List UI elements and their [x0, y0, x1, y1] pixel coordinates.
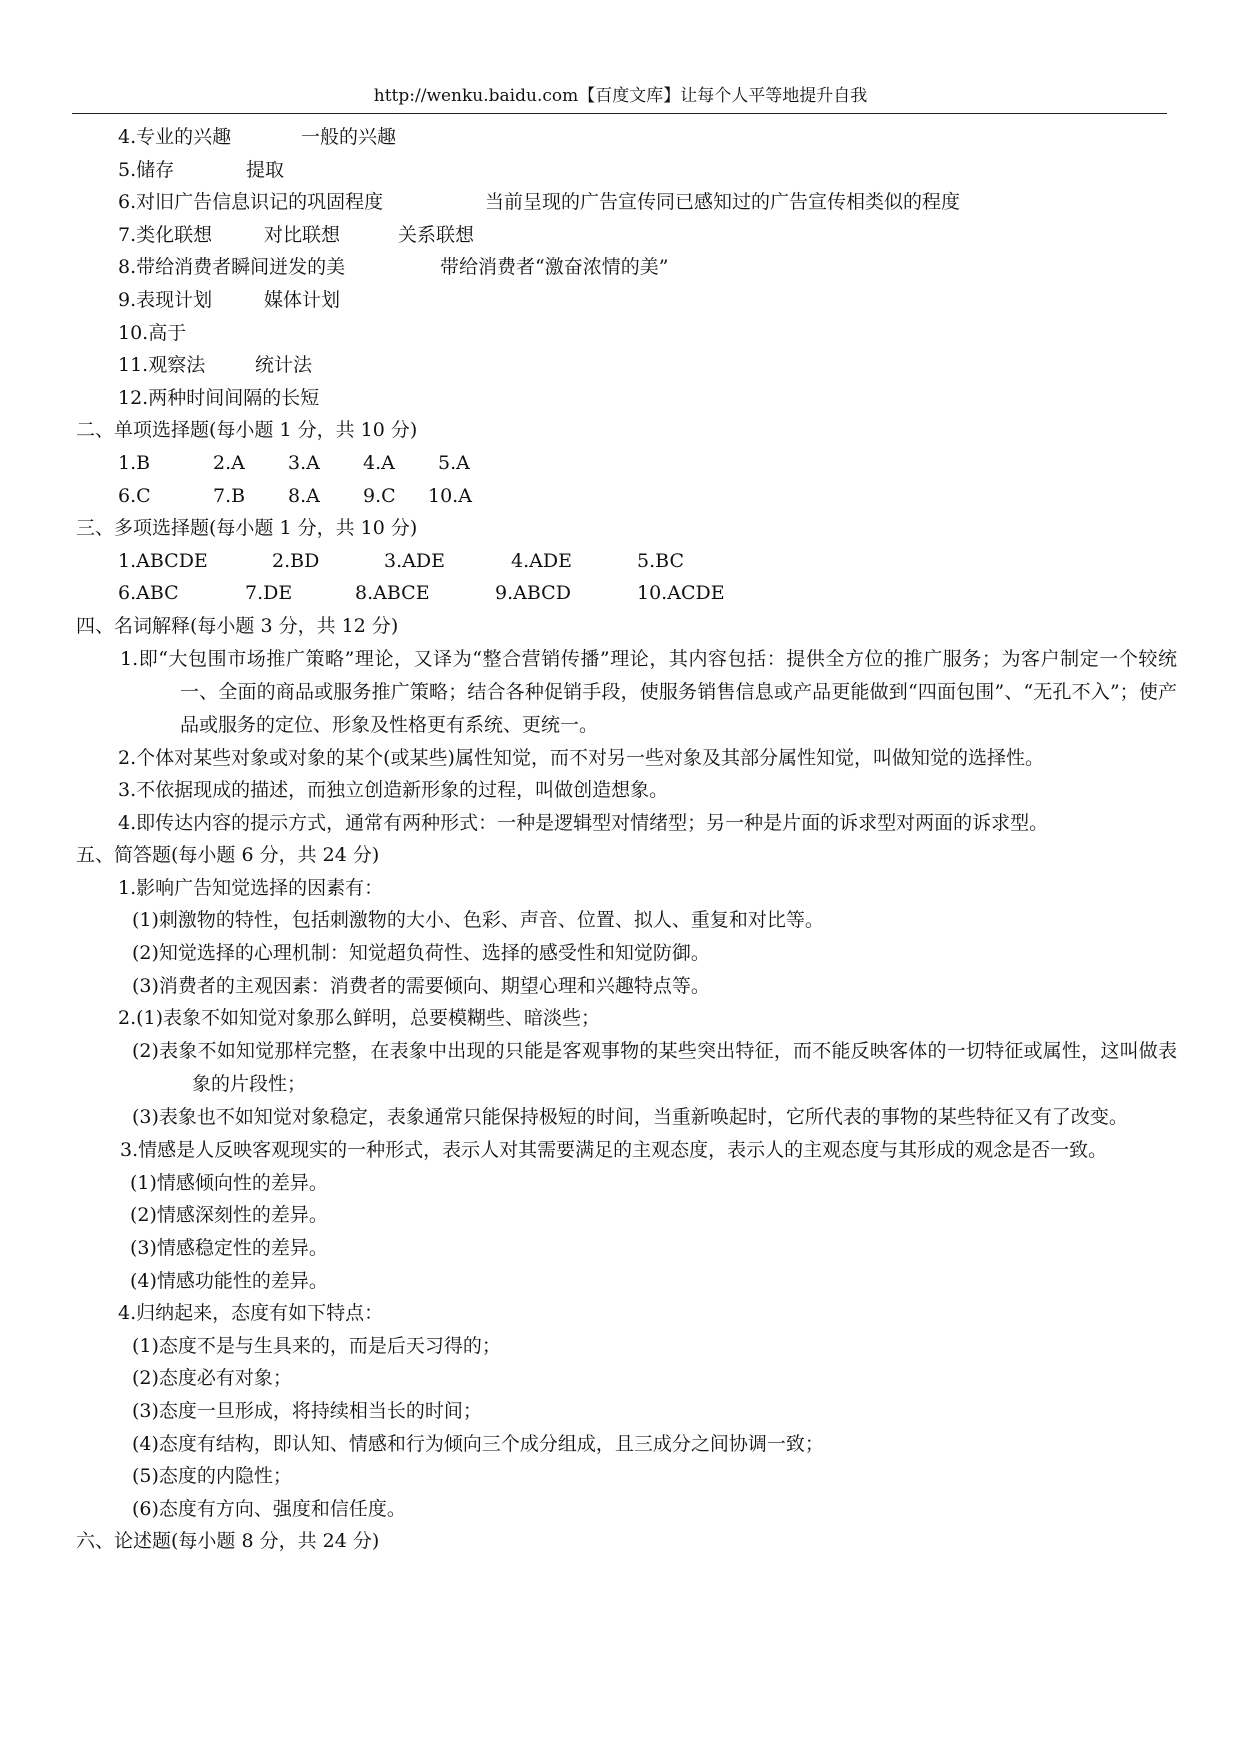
header-rule: [72, 113, 1167, 114]
short-answer-3-lead: 3.情感是人反映客观现实的一种形式，表示人对其需要满足的主观态度，表示人的主观态度与其形成的观念是否一致。: [120, 1138, 1108, 1161]
fill-answer-5: 5.储存 提取: [118, 158, 285, 181]
short-answer-1-point: (1)刺激物的特性，包括刺激物的大小、色彩、声音、位置、拟人、重复和对比等。: [132, 909, 824, 932]
fill-answer-4: 4.专业的兴趣 一般的兴趣: [118, 126, 397, 148]
fill-answer-9: 9.表现计划 媒体计划: [118, 288, 341, 311]
page-header: http://wenku.baidu.com【百度文库】让每个人平等地提升自我: [373, 86, 868, 106]
term-answer-3: 3.不依据现成的描述，而独立创造新形象的过程，叫做创造想象。: [118, 779, 669, 802]
short-answer-2-lead: 2.(1)表象不如知觉对象那么鲜明，总要模糊些、暗淡些；: [118, 1007, 601, 1030]
section-heading-terms: 四、名词解释(每小题 3 分，共 12 分): [76, 614, 399, 637]
multiple-choice-row-2: 6.ABC 7.DE 8.ABCE 9.ABCD 10.ACDE: [118, 582, 725, 605]
short-answer-1-lead: 1.影响广告知觉选择的因素有：: [118, 876, 384, 899]
section-heading-multiple-choice: 三、多项选择题(每小题 1 分，共 10 分): [76, 517, 418, 540]
section-heading-single-choice: 二、单项选择题(每小题 1 分，共 10 分): [76, 419, 418, 442]
fill-answer-12: 12.两种时间间隔的长短: [118, 386, 320, 409]
short-answer-1-point: (2)知觉选择的心理机制：知觉超负荷性、选择的感受性和知觉防御。: [132, 942, 710, 965]
short-answer-2-point: (2)表象不如知觉那样完整，在表象中出现的只能是客观事物的某些突出特征，而不能反映客体的一切特征或属性，这叫做表象的片段性；: [132, 1039, 1177, 1095]
fill-answer-8: 8.带给消费者瞬间迸发的美 带给消费者“激奋浓情的美”: [118, 256, 669, 279]
term-answer-4: 4.即传达内容的提示方式，通常有两种形式：一种是逻辑型对情绪型；另一种是片面的诉求型对两面的诉求型。: [118, 811, 1049, 834]
short-answer-3-point: (4)情感功能性的差异。: [130, 1269, 328, 1292]
short-answer-3-point: (3)情感稳定性的差异。: [130, 1237, 328, 1260]
section-heading-essay: 六、论述题(每小题 8 分，共 24 分): [76, 1530, 380, 1553]
short-answer-2-point: (3)表象也不如知觉对象稳定，表象通常只能保持极短的时间，当重新唤起时，它所代表的事物的某些特征又有了改变。: [132, 1105, 1128, 1128]
short-answer-3-point: (1)情感倾向性的差异。: [130, 1171, 328, 1194]
multiple-choice-row-1: 1.ABCDE 2.BD 3.ADE 4.ADE 5.BC: [118, 549, 684, 572]
short-answer-4-point: (1)态度不是与生具来的，而是后天习得的；: [132, 1334, 501, 1357]
short-answer-4-point: (6)态度有方向、强度和信任度。: [132, 1497, 406, 1520]
term-answer-2: 2.个体对某些对象或对象的某个(或某些)属性知觉，而不对另一些对象及其部分属性知觉，叫做知觉的选择性。: [118, 746, 1044, 769]
fill-answer-11: 11.观察法 统计法: [118, 354, 313, 377]
fill-answer-7: 7.类化联想 对比联想 关系联想: [118, 223, 475, 246]
single-choice-row-2: 6.C 7.B 8.A 9.C 10.A: [118, 484, 472, 507]
short-answer-4-point: (3)态度一旦形成，将持续相当长的时间；: [132, 1400, 482, 1422]
section-heading-short-answer: 五、简答题(每小题 6 分，共 24 分): [76, 844, 380, 867]
short-answer-1-point: (3)消费者的主观因素：消费者的需要倾向、期望心理和兴趣特点等。: [132, 974, 710, 997]
term-answer-1: 1.即“大包围市场推广策略”理论，又译为“整合营销传播”理论，其内容包括：提供全方位的推广服务；为客户制定一个较统一、全面的商品或服务推广策略；结合各种促销手段，使服务销售信息或产品更能做到“四面包围”、“无孔不入”；使产品或服务的定位、形象及性格更有系统、更统一。: [120, 647, 1177, 736]
short-answer-4-point: (5)态度的内隐性；: [132, 1465, 292, 1488]
fill-answer-10: 10.高于: [118, 321, 187, 344]
short-answer-4-lead: 4.归纳起来，态度有如下特点：: [118, 1302, 384, 1325]
document-body: [72, 121, 1177, 1558]
short-answer-3-point: (2)情感深刻性的差异。: [130, 1204, 328, 1227]
short-answer-4-point: (2)态度必有对象；: [132, 1367, 292, 1390]
single-choice-row-1: 1.B 2.A 3.A 4.A 5.A: [118, 451, 470, 474]
short-answer-4-point: (4)态度有结构，即认知、情感和行为倾向三个成分组成，且三成分之间协调一致；: [132, 1432, 824, 1455]
fill-answer-6: 6.对旧广告信息识记的巩固程度 当前呈现的广告宣传同已感知过的广告宣传相类似的程度: [118, 191, 961, 214]
